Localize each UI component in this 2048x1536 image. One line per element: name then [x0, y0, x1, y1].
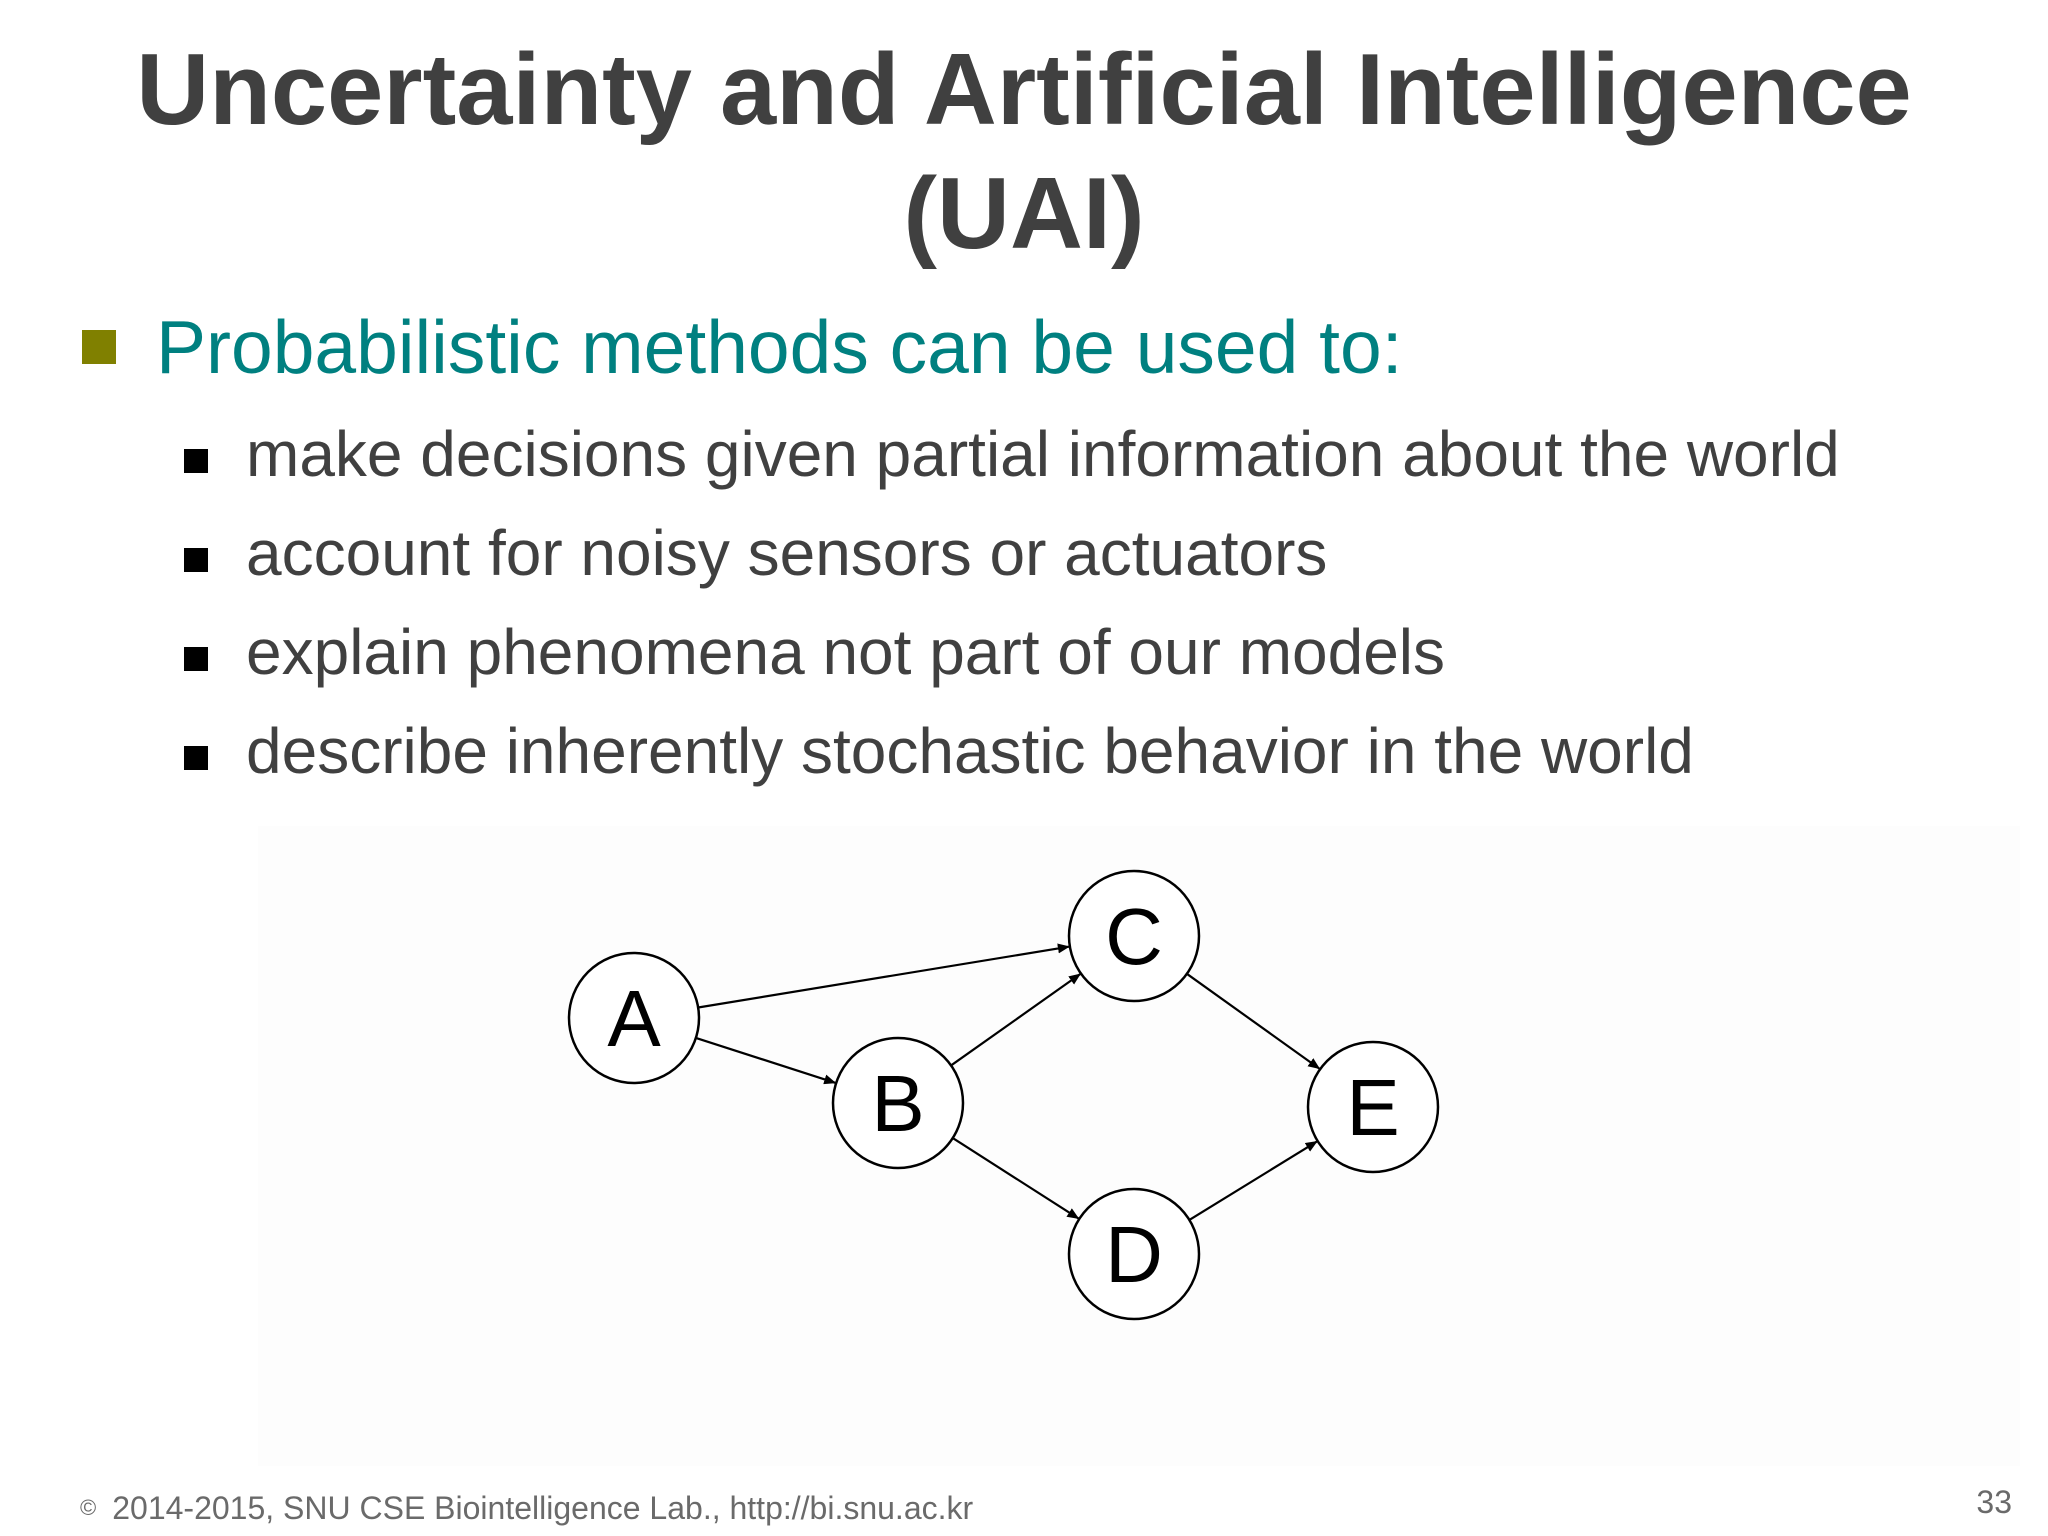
sub-bullet-text: account for noisy sensors or actuators	[246, 517, 1328, 589]
main-bullet-text: Probabilistic methods can be used to:	[156, 305, 1403, 389]
node-d	[1069, 1189, 1199, 1319]
title-line-2: (UAI)	[903, 158, 1145, 270]
diagram-nodes	[569, 871, 1438, 1319]
edge-b-c	[951, 974, 1080, 1065]
edge-c-e	[1187, 974, 1319, 1069]
node-b	[833, 1038, 963, 1168]
node-label: D	[1105, 1210, 1163, 1299]
edge-a-c	[698, 947, 1069, 1008]
sub-bullet-text: make decisions given partial information about the world	[246, 418, 1840, 490]
edge-b-d	[953, 1138, 1079, 1218]
node-label: C	[1105, 892, 1163, 981]
copyright-icon: ©	[80, 1494, 97, 1520]
node-a	[569, 953, 699, 1083]
node-label: E	[1346, 1063, 1400, 1152]
node-label: A	[607, 974, 661, 1063]
sub-bullet-text: explain phenomena not part of our models	[246, 616, 1445, 688]
page-number: 33	[1976, 1484, 2012, 1520]
footer-text: 2014-2015, SNU CSE Biointelligence Lab., http://bi.snu.ac.kr	[112, 1490, 974, 1526]
node-c	[1069, 871, 1199, 1001]
node-label: B	[871, 1059, 925, 1148]
diagram-edges	[696, 947, 1319, 1220]
edge-a-b	[696, 1038, 835, 1083]
edge-d-e	[1189, 1142, 1316, 1220]
node-e	[1308, 1042, 1438, 1172]
title-line-1: Uncertainty and Artificial Intelligence	[136, 34, 1912, 146]
footer	[80, 1490, 973, 1527]
sub-bullet-text: describe inherently stochastic behavior in the world	[246, 715, 1694, 787]
